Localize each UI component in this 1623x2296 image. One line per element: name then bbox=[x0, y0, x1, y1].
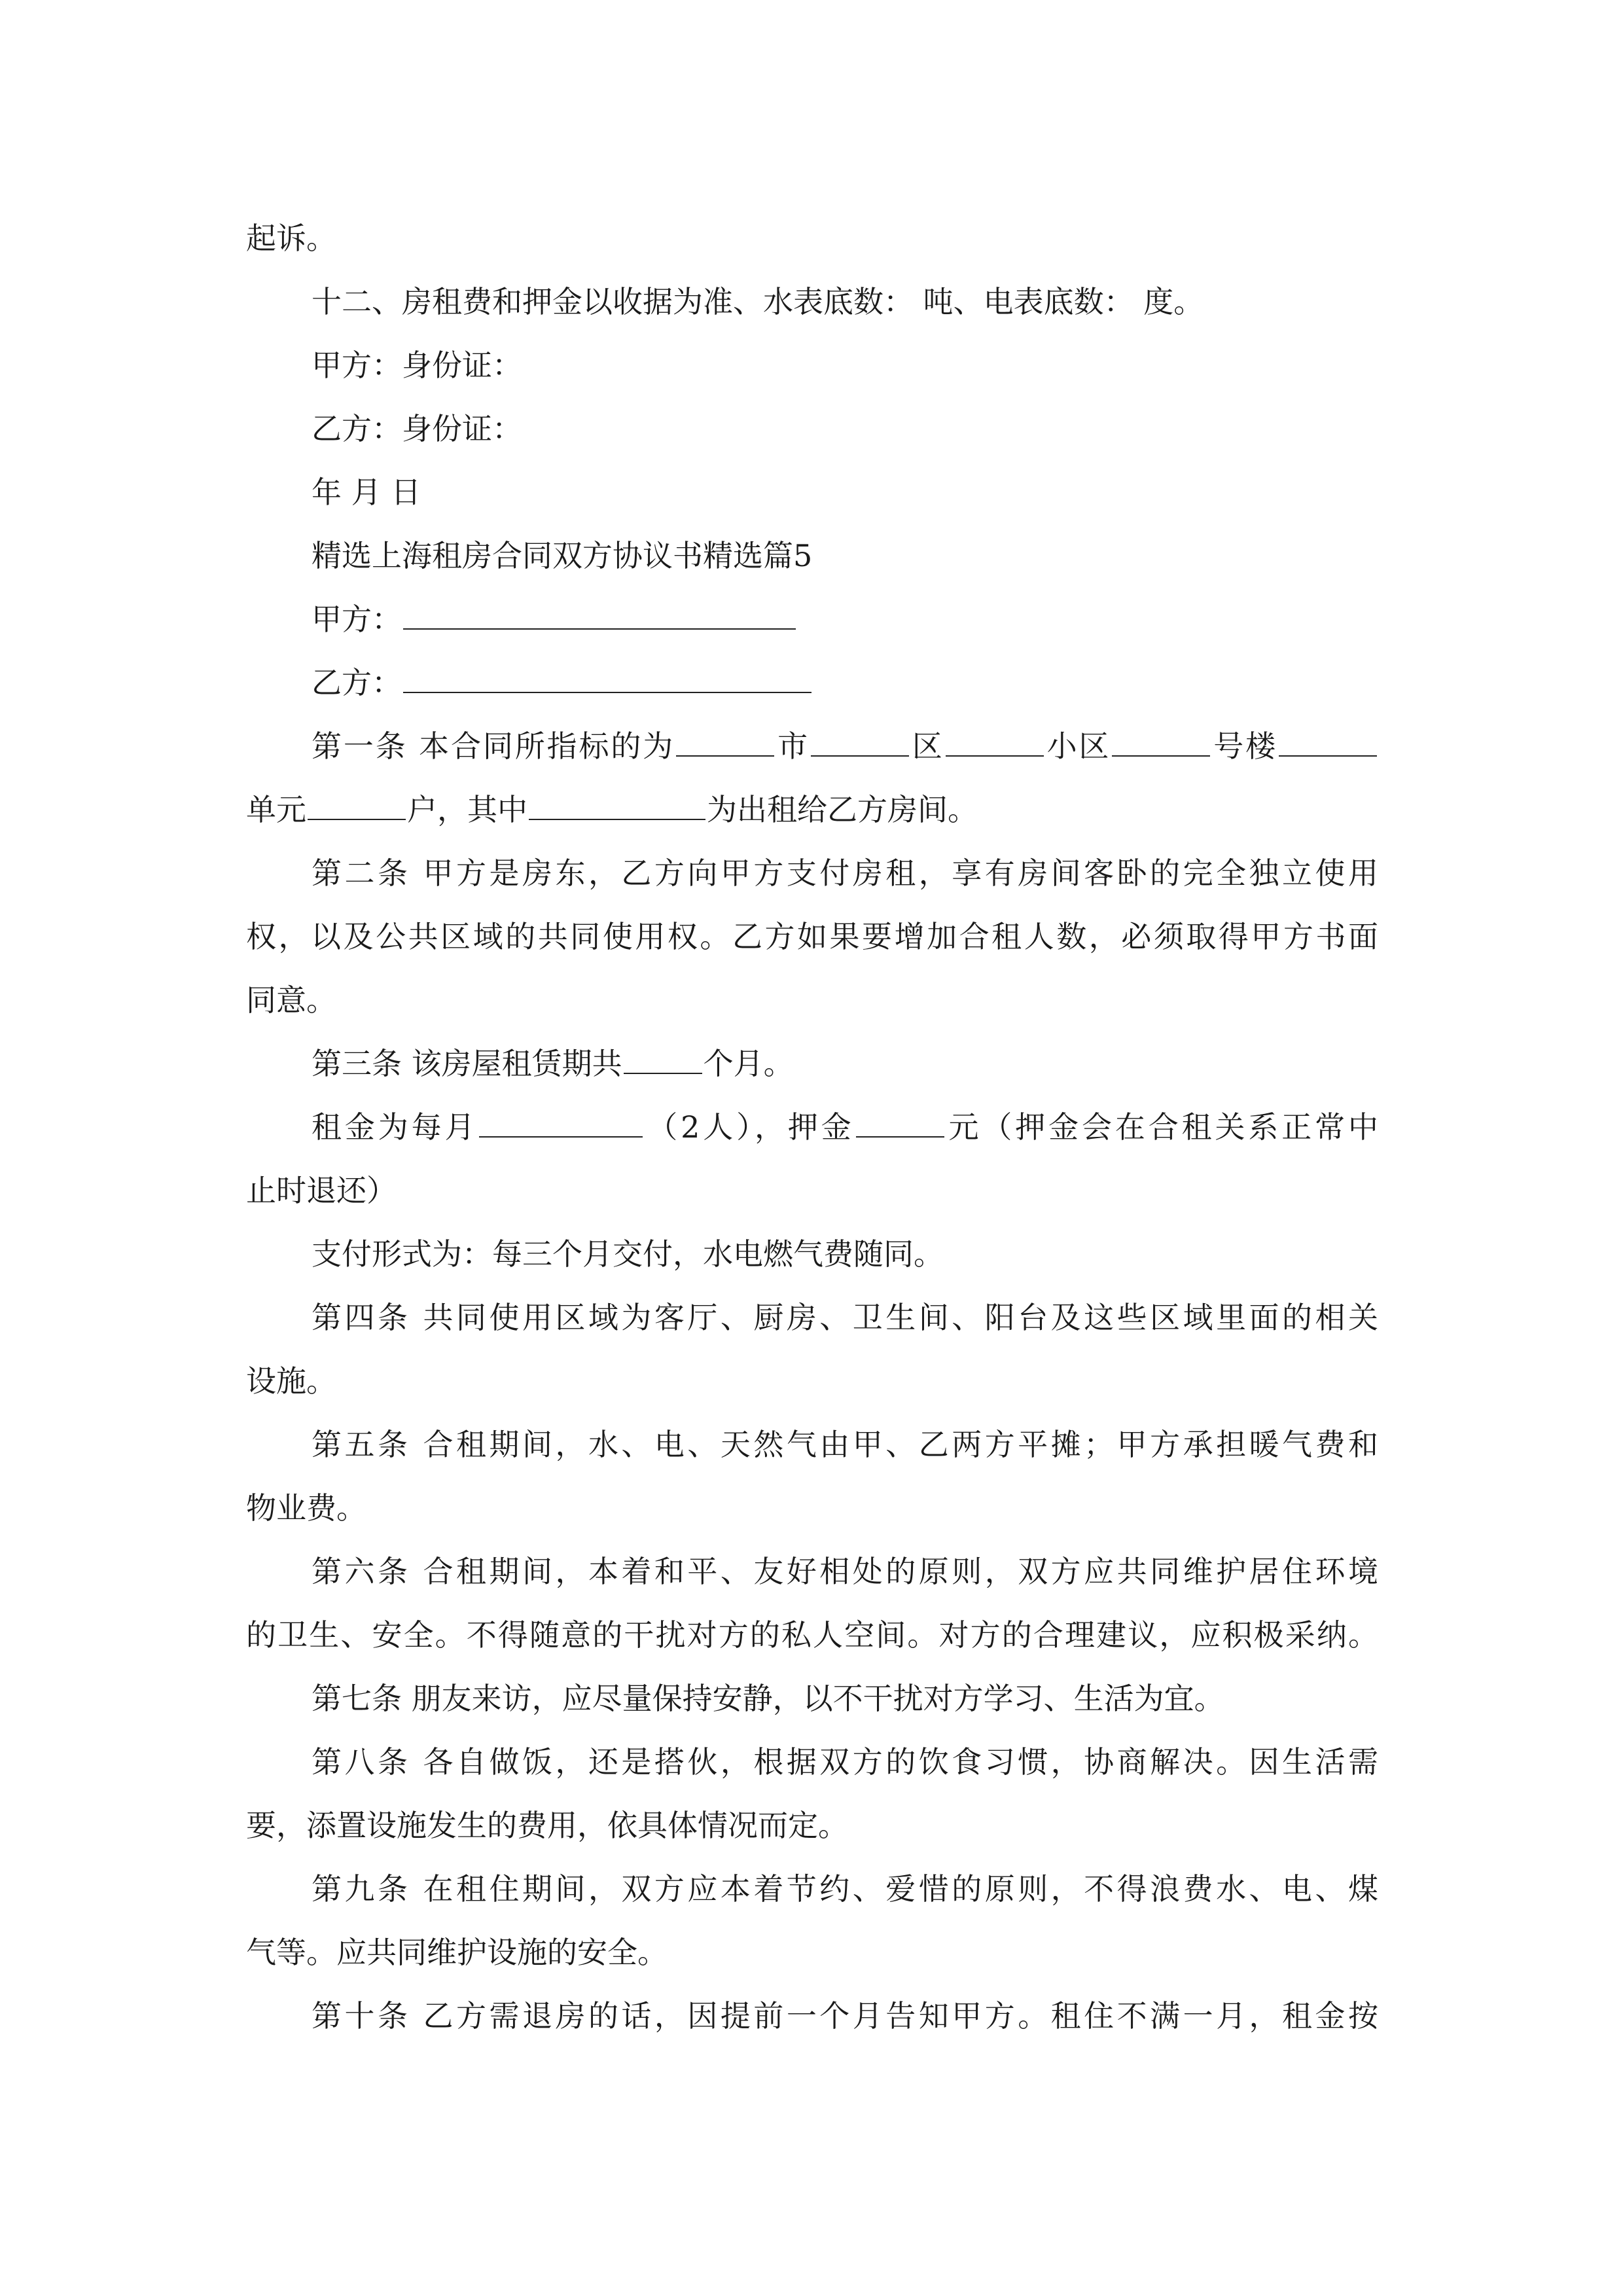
months-blank bbox=[624, 1043, 702, 1074]
text-line: 同意。 bbox=[246, 982, 336, 1018]
text-segment: （2人），押金 bbox=[644, 1109, 855, 1145]
party-b-label: 乙方： bbox=[312, 665, 402, 700]
article-1-cont-line bbox=[246, 778, 1378, 842]
text-line: 甲方：身份证： bbox=[312, 348, 522, 383]
text-line: 设施。 bbox=[246, 1363, 336, 1399]
section-title: 精选上海租房合同双方协议书精选篇5 bbox=[312, 538, 813, 573]
party-b-blank bbox=[403, 662, 812, 693]
party-a-line bbox=[246, 588, 1378, 651]
text-segment: 单元 bbox=[246, 792, 306, 827]
party-b-line bbox=[246, 651, 1378, 715]
text-segment: 租金为每月 bbox=[312, 1109, 478, 1145]
article-3-line bbox=[246, 1032, 1378, 1096]
text-line: 第二条 甲方是房东，乙方向甲方支付房租，享有房间客卧的完全独立使用 bbox=[312, 855, 1378, 891]
rent-blank bbox=[479, 1106, 643, 1138]
text-line: 第九条 在租住期间，双方应本着节约、爱惜的原则，不得浪费水、电、煤 bbox=[312, 1871, 1378, 1907]
text-line: 要，添置设施发生的费用，依具体情况而定。 bbox=[246, 1808, 848, 1843]
text-segment: 个月。 bbox=[703, 1046, 794, 1081]
household-blank bbox=[308, 789, 406, 820]
text-line: 乙方：身份证： bbox=[312, 411, 522, 446]
text-line: 十二、房租费和押金以收据为准、水表底数： 吨、电表底数： 度。 bbox=[312, 284, 1204, 319]
text-segment: 第三条 该房屋租赁期共 bbox=[312, 1046, 622, 1081]
rent-line bbox=[246, 1096, 1378, 1159]
text-line: 第八条 各自做饭，还是搭伙，根据双方的饮食习惯，协商解决。因生活需 bbox=[312, 1744, 1378, 1780]
text-line: 起诉。 bbox=[246, 221, 336, 256]
text-segment: 为出租给乙方房间。 bbox=[707, 792, 978, 827]
text-line: 第六条 合租期间，本着和平、友好相处的原则，双方应共同维护居住环境 bbox=[312, 1554, 1378, 1589]
date-line: 年 月 日 bbox=[312, 475, 421, 510]
text-line: 第五条 合租期间，水、电、天然气由甲、乙两方平摊；甲方承担暖气费和 bbox=[312, 1427, 1378, 1462]
text-line: 支付形式为：每三个月交付，水电燃气费随同。 bbox=[312, 1236, 944, 1272]
text-segment: 第一条 本合同所指标的为 bbox=[312, 728, 675, 764]
text-line: 第七条 朋友来访，应尽量保持安静，以不干扰对方学习、生活为宜。 bbox=[312, 1681, 1224, 1716]
text-line: 止时退还） bbox=[246, 1173, 397, 1208]
document-body bbox=[246, 207, 1378, 2048]
text-line: 物业费。 bbox=[246, 1490, 366, 1526]
building-blank bbox=[1112, 725, 1210, 757]
text-segment: 区 bbox=[910, 728, 944, 764]
party-a-blank bbox=[403, 598, 796, 630]
text-segment: 市 bbox=[776, 728, 810, 764]
text-line: 的卫生、安全。不得随意的干扰对方的私人空间。对方的合理建议，应积极采纳。 bbox=[246, 1617, 1378, 1653]
text-segment: 户，其中 bbox=[407, 792, 527, 827]
party-a-label: 甲方： bbox=[312, 601, 402, 637]
text-line: 权，以及公共区域的共同使用权。乙方如果要增加合租人数，必须取得甲方书面 bbox=[246, 919, 1378, 954]
text-line: 第十条 乙方需退房的话，因提前一个月告知甲方。租住不满一月，租金按 bbox=[312, 1998, 1378, 2034]
district-blank bbox=[811, 725, 909, 757]
text-segment: 元（押金会在合租关系正常中 bbox=[945, 1109, 1379, 1145]
text-segment: 小区 bbox=[1044, 728, 1111, 764]
unit-blank bbox=[1279, 725, 1377, 757]
deposit-blank bbox=[856, 1106, 944, 1138]
text-line: 气等。应共同维护设施的安全。 bbox=[246, 1935, 668, 1970]
city-blank bbox=[676, 725, 774, 757]
text-segment: 号楼 bbox=[1211, 728, 1278, 764]
text-line: 第四条 共同使用区域为客厅、厨房、卫生间、阳台及这些区域里面的相关 bbox=[312, 1300, 1378, 1335]
room-blank bbox=[529, 789, 705, 820]
article-1-line bbox=[246, 715, 1378, 778]
community-blank bbox=[946, 725, 1044, 757]
